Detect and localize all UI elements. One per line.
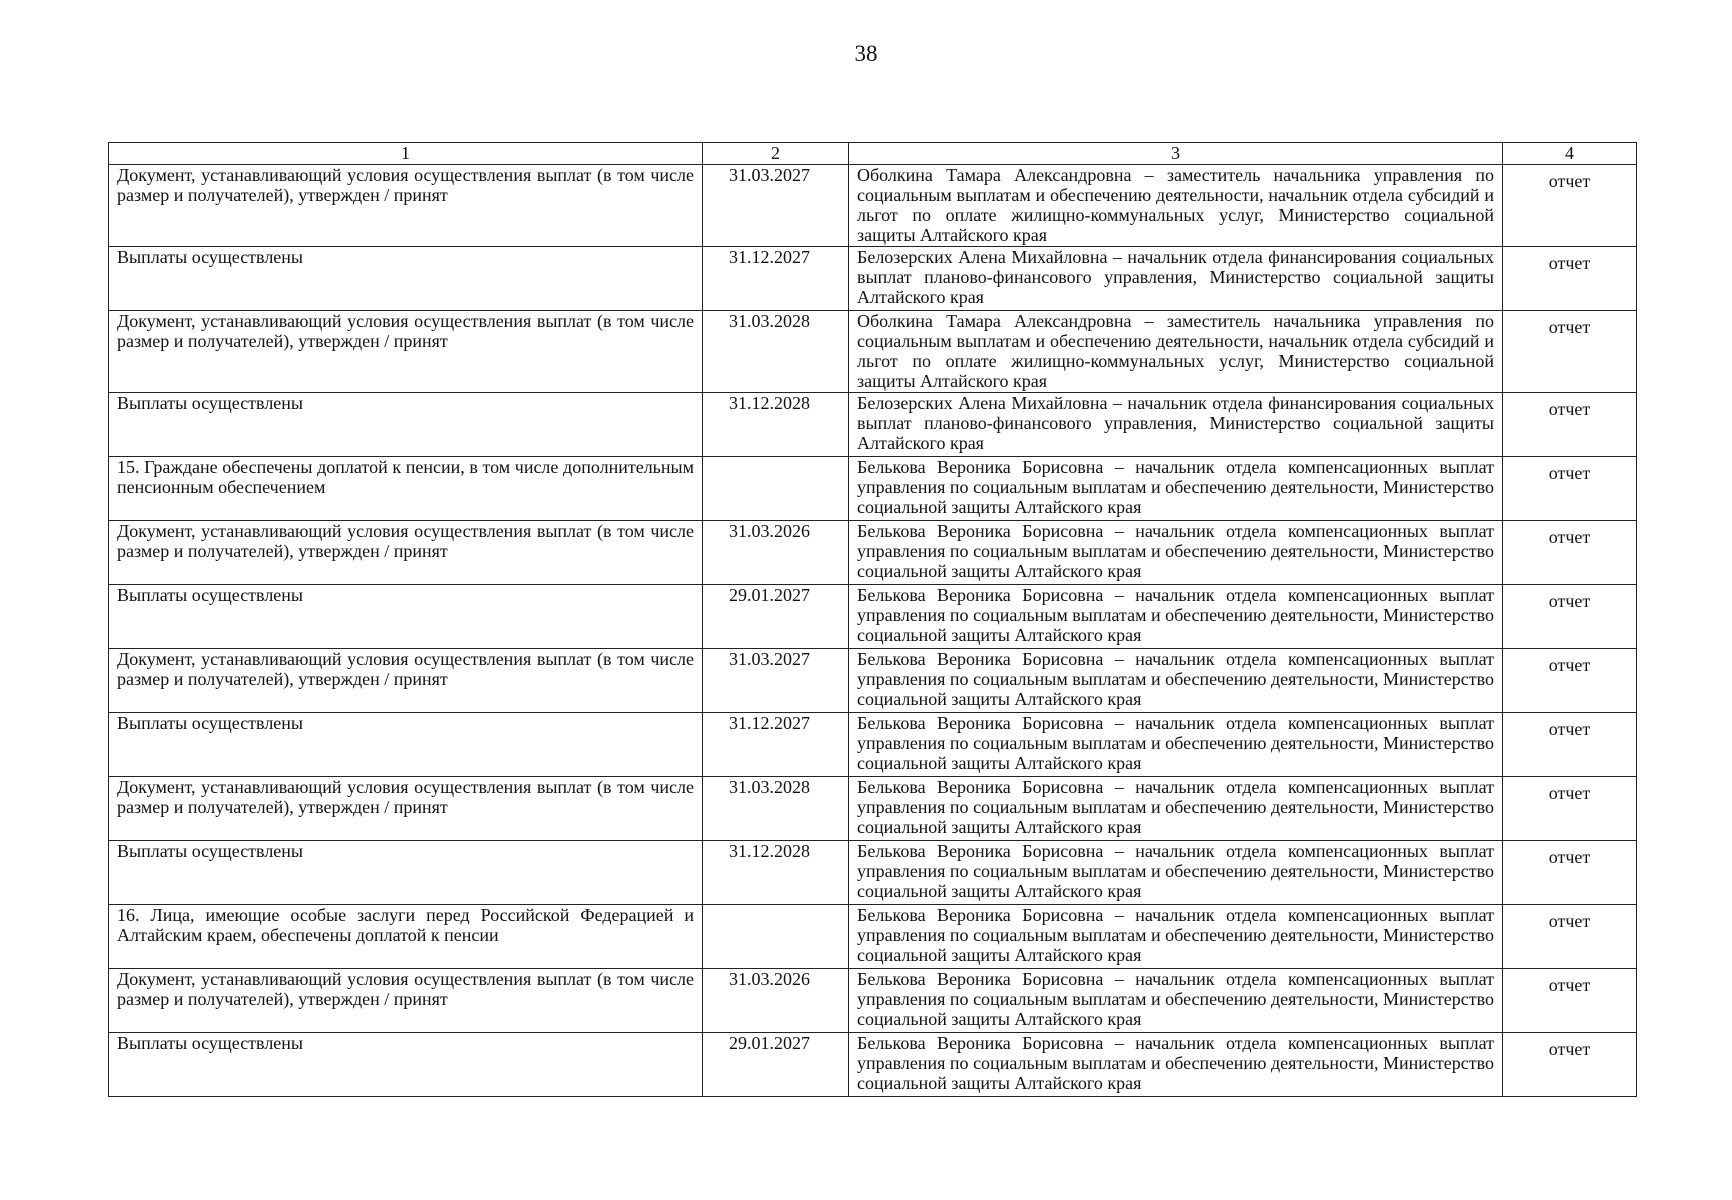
responsible-cell: Белькова Вероника Борисовна – начальник отдела компенсационных выплат управления по социальным выплатам и обеспечению деятельности, Министерство социальной защиты Алтайского края <box>849 841 1503 905</box>
event-cell: Документ, устанавливающий условия осуществления выплат (в том числе размер и получателей), утвержден / принят <box>109 165 703 247</box>
table-row <box>109 649 1637 713</box>
responsible-cell: Белькова Вероника Борисовна – начальник отдела компенсационных выплат управления по социальным выплатам и обеспечению деятельности, Министерство социальной защиты Алтайского края <box>849 713 1503 777</box>
table-header-row <box>109 143 1637 165</box>
header-cell-1: 1 <box>109 143 703 165</box>
report-cell: отчет <box>1503 393 1637 457</box>
table-row <box>109 841 1637 905</box>
event-cell: Документ, устанавливающий условия осуществления выплат (в том числе размер и получателей), утвержден / принят <box>109 777 703 841</box>
responsible-cell: Белозерских Алена Михайловна – начальник отдела финансирования социальных выплат планово-финансового управления, Министерство социальной защиты Алтайского края <box>849 247 1503 311</box>
table-row <box>109 777 1637 841</box>
date-cell: 29.01.2027 <box>703 585 849 649</box>
responsible-cell: Белькова Вероника Борисовна – начальник отдела компенсационных выплат управления по социальным выплатам и обеспечению деятельности, Министерство социальной защиты Алтайского края <box>849 905 1503 969</box>
date-cell: 31.03.2028 <box>703 777 849 841</box>
date-cell: 31.03.2026 <box>703 521 849 585</box>
responsible-cell: Белькова Вероника Борисовна – начальник отдела компенсационных выплат управления по социальным выплатам и обеспечению деятельности, Министерство социальной защиты Алтайского края <box>849 649 1503 713</box>
responsible-cell: Оболкина Тамара Александровна – заместитель начальника управления по социальным выплатам и обеспечению деятельности, начальник отдела субсидий и льгот по оплате жилищно-коммунальных услуг, Министерство социальной защиты Алтайского края <box>849 311 1503 393</box>
date-cell: 31.03.2027 <box>703 649 849 713</box>
report-cell: отчет <box>1503 457 1637 521</box>
event-cell: Документ, устанавливающий условия осуществления выплат (в том числе размер и получателей), утвержден / принят <box>109 521 703 585</box>
table-row <box>109 457 1637 521</box>
event-cell: Выплаты осуществлены <box>109 247 703 311</box>
table-row <box>109 165 1637 247</box>
responsible-cell: Белозерских Алена Михайловна – начальник отдела финансирования социальных выплат планово-финансового управления, Министерство социальной защиты Алтайского края <box>849 393 1503 457</box>
date-cell: 29.01.2027 <box>703 1033 849 1097</box>
responsible-cell: Белькова Вероника Борисовна – начальник отдела компенсационных выплат управления по социальным выплатам и обеспечению деятельности, Министерство социальной защиты Алтайского края <box>849 585 1503 649</box>
report-cell: отчет <box>1503 521 1637 585</box>
date-cell: 31.03.2028 <box>703 311 849 393</box>
event-cell: Выплаты осуществлены <box>109 393 703 457</box>
table-row <box>109 585 1637 649</box>
event-cell: Документ, устанавливающий условия осуществления выплат (в том числе размер и получателей), утвержден / принят <box>109 969 703 1033</box>
report-cell: отчет <box>1503 713 1637 777</box>
report-cell: отчет <box>1503 841 1637 905</box>
table-row <box>109 905 1637 969</box>
event-cell: Выплаты осуществлены <box>109 585 703 649</box>
table-row <box>109 969 1637 1033</box>
responsible-cell: Белькова Вероника Борисовна – начальник отдела компенсационных выплат управления по социальным выплатам и обеспечению деятельности, Министерство социальной защиты Алтайского края <box>849 521 1503 585</box>
table-row <box>109 311 1637 393</box>
event-cell: Выплаты осуществлены <box>109 841 703 905</box>
plan-table <box>108 142 1637 1097</box>
report-cell: отчет <box>1503 905 1637 969</box>
report-cell: отчет <box>1503 969 1637 1033</box>
table-row <box>109 1033 1637 1097</box>
event-cell: Выплаты осуществлены <box>109 1033 703 1097</box>
report-cell: отчет <box>1503 1033 1637 1097</box>
event-cell: Выплаты осуществлены <box>109 713 703 777</box>
report-cell: отчет <box>1503 311 1637 393</box>
date-cell <box>703 905 849 969</box>
date-cell: 31.12.2028 <box>703 393 849 457</box>
responsible-cell: Оболкина Тамара Александровна – заместитель начальника управления по социальным выплатам и обеспечению деятельности, начальник отдела субсидий и льгот по оплате жилищно-коммунальных услуг, Министерство социальной защиты Алтайского края <box>849 165 1503 247</box>
table-row <box>109 521 1637 585</box>
table-row <box>109 247 1637 311</box>
responsible-cell: Белькова Вероника Борисовна – начальник отдела компенсационных выплат управления по социальным выплатам и обеспечению деятельности, Министерство социальной защиты Алтайского края <box>849 457 1503 521</box>
event-cell: Документ, устанавливающий условия осуществления выплат (в том числе размер и получателей), утвержден / принят <box>109 311 703 393</box>
responsible-cell: Белькова Вероника Борисовна – начальник отдела компенсационных выплат управления по социальным выплатам и обеспечению деятельности, Министерство социальной защиты Алтайского края <box>849 969 1503 1033</box>
date-cell <box>703 457 849 521</box>
responsible-cell: Белькова Вероника Борисовна – начальник отдела компенсационных выплат управления по социальным выплатам и обеспечению деятельности, Министерство социальной защиты Алтайского края <box>849 1033 1503 1097</box>
header-cell-2: 2 <box>703 143 849 165</box>
header-cell-4: 4 <box>1503 143 1637 165</box>
date-cell: 31.12.2027 <box>703 247 849 311</box>
date-cell: 31.03.2027 <box>703 165 849 247</box>
responsible-cell: Белькова Вероника Борисовна – начальник отдела компенсационных выплат управления по социальным выплатам и обеспечению деятельности, Министерство социальной защиты Алтайского края <box>849 777 1503 841</box>
report-cell: отчет <box>1503 585 1637 649</box>
report-cell: отчет <box>1503 649 1637 713</box>
table-row <box>109 393 1637 457</box>
header-cell-3: 3 <box>849 143 1503 165</box>
report-cell: отчет <box>1503 247 1637 311</box>
date-cell: 31.03.2026 <box>703 969 849 1033</box>
table-row <box>109 713 1637 777</box>
report-cell: отчет <box>1503 777 1637 841</box>
date-cell: 31.12.2027 <box>703 713 849 777</box>
event-cell: 16. Лица, имеющие особые заслуги перед Российской Федерацией и Алтайским краем, обеспечены доплатой к пенсии <box>109 905 703 969</box>
event-cell: Документ, устанавливающий условия осуществления выплат (в том числе размер и получателей), утвержден / принят <box>109 649 703 713</box>
event-cell: 15. Граждане обеспечены доплатой к пенсии, в том числе дополнительным пенсионным обеспечением <box>109 457 703 521</box>
report-cell: отчет <box>1503 165 1637 247</box>
date-cell: 31.12.2028 <box>703 841 849 905</box>
page-number: 38 <box>854 41 878 66</box>
